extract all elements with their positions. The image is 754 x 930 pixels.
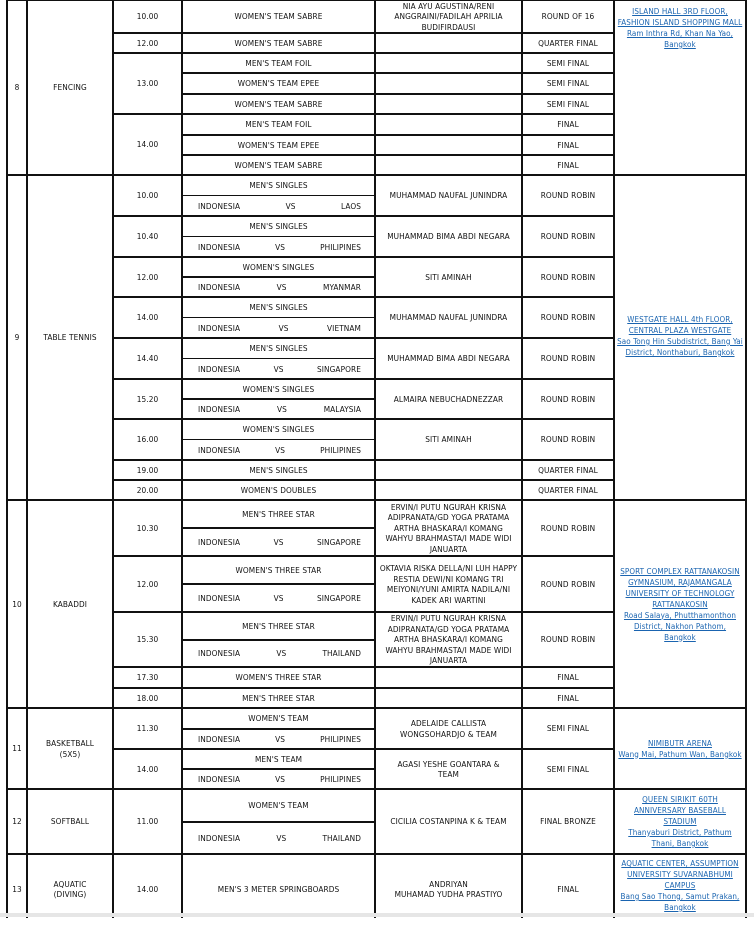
time-cell-text: 16.00 [136, 434, 159, 445]
time-cell-text: 15.20 [136, 393, 159, 404]
sport-number-text: 9 [14, 332, 20, 343]
round-cell [522, 500, 614, 556]
sport-number-text: 12 [12, 816, 22, 827]
match-away: PHILIPINES [320, 444, 361, 455]
event-cell-text: MEN'S THREE STAR [242, 620, 315, 631]
time-cell-text: 14.00 [136, 139, 159, 150]
event-cell [182, 460, 375, 480]
time-cell-text: 12.00 [136, 37, 159, 48]
venue-cell [614, 789, 746, 854]
athletes-cell [375, 708, 522, 749]
time-cell-text: 20.00 [136, 484, 159, 495]
event-cell-text: WOMEN'S SINGLES [242, 383, 315, 394]
athletes-cell [375, 257, 522, 297]
match-away: PHILIPINES [320, 241, 361, 252]
match-row [182, 237, 375, 258]
venue-address-link[interactable]: Sao Tong Hin Subdistrict, Bang Yai District, Nonthaburi, Bangkok [617, 337, 743, 357]
match-vs: VS [276, 832, 287, 843]
match-home: INDONESIA [198, 592, 241, 603]
athletes-cell-text: MUHAMMAD NAUFAL JUNINDRA [389, 312, 508, 323]
time-cell [113, 338, 182, 379]
match-away: PHILIPINES [320, 733, 361, 744]
venue-name-link[interactable]: WESTGATE HALL 4th FLOOR, CENTRAL PLAZA WESTGATE [627, 315, 733, 335]
match-vs: VS [276, 648, 287, 659]
event-cell-text: MEN'S TEAM FOIL [245, 57, 312, 68]
time-cell-text: 15.30 [136, 634, 159, 645]
event-cell [182, 114, 375, 135]
athletes-cell-text: AGASI YESHE GOANTARA & TEAM [397, 758, 500, 779]
sport-number [7, 708, 27, 789]
event-cell [182, 0, 375, 33]
event-cell [182, 667, 375, 688]
grid-line-vertical [112, 0, 114, 918]
event-cell [182, 419, 375, 440]
round-cell-text: ROUND ROBIN [540, 393, 596, 404]
match-away: PHILIPINES [320, 773, 361, 784]
round-cell-text: ROUND ROBIN [540, 190, 596, 201]
round-cell [522, 216, 614, 257]
event-cell [182, 708, 375, 729]
event-cell [182, 749, 375, 769]
time-cell-text: 14.40 [136, 353, 159, 364]
match-home: INDONESIA [198, 200, 241, 211]
athletes-cell-text: SITI AMINAH [425, 434, 472, 445]
event-cell-text: MEN'S SINGLES [249, 302, 308, 312]
time-cell [113, 749, 182, 789]
time-cell-text: 14.00 [136, 312, 159, 323]
time-cell-text: 14.00 [136, 883, 159, 894]
time-cell-text: 10.30 [136, 522, 159, 533]
athletes-cell-text: ERVIN/I PUTU NGURAH KRISNA ADIPRANATA/GD YOGA PRATAMA ARTHA BHASKARA/I KOMANG WAHYU BRAHMASTA/I MADE WIDI JANUARTA [385, 613, 512, 666]
athletes-cell [375, 33, 522, 53]
sport-number-text: 11 [12, 743, 22, 754]
match-vs: VS [273, 592, 284, 603]
athletes-cell [375, 500, 522, 556]
round-cell-text: QUARTER FINAL [538, 37, 598, 48]
sport-name-text: TABLE TENNIS [43, 332, 97, 343]
event-cell-text: MEN'S THREE STAR [242, 508, 315, 519]
venue-name-link[interactable]: SPORT COMPLEX RATTANAKOSIN GYMNASIUM, RAJAMANGALA UNIVERSITY OF TECHNOLOGY RATTANAKOSIN [620, 566, 740, 609]
event-cell-text: WOMEN'S SINGLES [242, 424, 315, 434]
event-cell [182, 480, 375, 500]
match-vs: VS [276, 281, 287, 292]
time-cell [113, 556, 182, 612]
sport-name-text: SOFTBALL [50, 816, 90, 827]
match-row [182, 822, 375, 854]
grid-line-horizontal [182, 52, 615, 54]
match-home: INDONESIA [198, 281, 241, 292]
event-cell [182, 297, 375, 318]
event-cell [182, 556, 375, 584]
time-cell-text: 14.00 [136, 763, 159, 774]
time-cell [113, 688, 182, 708]
event-cell-text: MEN'S 3 METER SPRINGBOARDS [217, 883, 340, 894]
time-cell-text: 11.30 [136, 723, 159, 734]
time-cell-text: 12.00 [136, 578, 159, 589]
time-cell [113, 667, 182, 688]
sport-number-text: 10 [12, 598, 22, 609]
athletes-cell [375, 73, 522, 94]
match-home: INDONESIA [198, 444, 241, 455]
round-cell-text: ROUND ROBIN [540, 353, 596, 364]
round-cell [522, 94, 614, 114]
match-vs: VS [275, 444, 286, 455]
round-cell-text: QUARTER FINAL [538, 484, 598, 495]
athletes-cell [375, 114, 522, 135]
event-cell-text: MEN'S SINGLES [249, 464, 308, 475]
athletes-cell [375, 460, 522, 480]
round-cell [522, 338, 614, 379]
round-cell [522, 708, 614, 749]
athletes-cell [375, 216, 522, 257]
match-home: INDONESIA [198, 403, 241, 414]
event-cell [182, 216, 375, 237]
event-cell-text: MEN'S THREE STAR [242, 692, 315, 703]
event-cell [182, 612, 375, 640]
time-cell [113, 500, 182, 556]
event-cell [182, 135, 375, 155]
athletes-cell [375, 667, 522, 688]
match-away: THAILAND [322, 648, 361, 659]
sport-name [27, 500, 113, 708]
time-cell-text: 10.00 [136, 11, 159, 22]
round-cell-text: FINAL [557, 692, 579, 703]
time-cell [113, 708, 182, 749]
sport-name [27, 708, 113, 789]
time-cell [113, 379, 182, 419]
venue-name-link[interactable]: QUEEN SIRIKIT 60TH ANNIVERSARY BASEBALL STADIUM [634, 795, 726, 826]
round-cell [522, 480, 614, 500]
match-away: SINGAPORE [316, 363, 361, 374]
athletes-cell [375, 338, 522, 379]
grid-line-vertical [26, 0, 28, 918]
sport-name-text: BASKETBALL (5X5) [45, 738, 95, 759]
round-cell-text: ROUND OF 16 [541, 11, 595, 22]
time-cell [113, 0, 182, 33]
round-cell [522, 175, 614, 216]
match-vs: VS [273, 536, 284, 547]
sport-name [27, 175, 113, 500]
athletes-cell [375, 480, 522, 500]
round-cell-text: FINAL [557, 883, 579, 894]
time-cell [113, 33, 182, 53]
match-away: VIETNAM [327, 322, 361, 333]
round-cell [522, 53, 614, 73]
round-cell [522, 73, 614, 94]
round-cell-text: SEMI FINAL [546, 78, 590, 89]
event-cell-text: WOMEN'S TEAM EPEE [237, 139, 320, 150]
sport-number [7, 0, 27, 175]
match-vs: VS [276, 403, 287, 414]
match-home: INDONESIA [198, 536, 241, 547]
round-cell-text: SEMI FINAL [546, 57, 590, 68]
grid-line-horizontal [182, 154, 615, 156]
match-row [182, 769, 375, 789]
sport-name-text: KABADDI [52, 598, 88, 609]
match-home: INDONESIA [198, 832, 241, 843]
match-home: INDONESIA [198, 648, 241, 659]
time-cell [113, 480, 182, 500]
time-cell-text: 12.00 [136, 271, 159, 282]
round-cell-text: ROUND ROBIN [540, 231, 596, 242]
match-row [182, 440, 375, 461]
event-cell-text: MEN'S SINGLES [249, 221, 308, 231]
event-cell [182, 175, 375, 196]
round-cell-text: FINAL BRONZE [540, 816, 596, 827]
event-cell-text: WOMEN'S TEAM [248, 713, 309, 724]
time-cell-text: 17.30 [136, 672, 159, 683]
athletes-cell [375, 688, 522, 708]
round-cell [522, 33, 614, 53]
round-cell [522, 556, 614, 612]
event-cell-text: WOMEN'S THREE STAR [235, 672, 322, 683]
time-cell [113, 297, 182, 338]
round-cell-text: ROUND ROBIN [540, 522, 596, 533]
match-row [182, 318, 375, 339]
round-cell [522, 114, 614, 135]
round-cell-text: QUARTER FINAL [538, 464, 598, 475]
round-cell-text: FINAL [557, 119, 579, 130]
athletes-cell-text: SITI AMINAH [425, 271, 472, 282]
event-cell [182, 688, 375, 708]
grid-line-horizontal [182, 0, 615, 1]
event-cell-text: WOMEN'S TEAM EPEE [237, 78, 320, 89]
round-cell [522, 135, 614, 155]
time-cell-text: 13.00 [136, 78, 159, 89]
athletes-cell-text: NIA AYU AGUSTINA/RENI ANGGRAINI/FADILAH APRILIA BUDIFIRDAUSI [394, 0, 503, 32]
grid-line-vertical [6, 0, 8, 918]
match-home: INDONESIA [198, 322, 241, 333]
event-cell [182, 53, 375, 73]
match-row [182, 528, 375, 556]
round-cell [522, 379, 614, 419]
event-cell [182, 338, 375, 359]
venue-address-link[interactable]: Road Salaya, Phutthamonthon District, Nakhon Pathom, Bangkok [623, 610, 737, 642]
round-cell-text: ROUND ROBIN [540, 434, 596, 445]
athletes-cell-text: ERVIN/I PUTU NGURAH KRISNA ADIPRANATA/GD YOGA PRATAMA ARTHA BHASKARA/I KOMANG WAHYU BRAHMASTA/I MADE WIDI JANUARTA [385, 501, 512, 554]
round-cell-text: ROUND ROBIN [540, 312, 596, 323]
match-home: INDONESIA [198, 733, 241, 744]
time-cell [113, 114, 182, 175]
round-cell-text: SEMI FINAL [546, 98, 590, 109]
athletes-cell-text: ANDRIYAN MUHAMAD YUDHA PRASTIYO [394, 878, 503, 899]
match-vs: VS [278, 322, 289, 333]
event-cell-text: MEN'S SINGLES [249, 343, 308, 353]
round-cell [522, 789, 614, 854]
event-cell-text: WOMEN'S THREE STAR [235, 564, 322, 575]
match-vs: VS [273, 363, 284, 374]
athletes-cell-text: ADELAIDE CALLISTA WONGSOHARDJO & TEAM [400, 718, 497, 739]
grid-line-vertical [521, 0, 523, 918]
event-cell-text: MEN'S TEAM [254, 753, 303, 764]
round-cell [522, 419, 614, 460]
time-cell-text: 18.00 [136, 692, 159, 703]
athletes-cell [375, 749, 522, 789]
match-row [182, 584, 375, 612]
round-cell-text: FINAL [557, 159, 579, 170]
event-cell [182, 789, 375, 822]
match-row [182, 399, 375, 419]
match-home: INDONESIA [198, 241, 241, 252]
round-cell-text: SEMI FINAL [546, 723, 590, 734]
round-cell [522, 667, 614, 688]
athletes-cell-text: ALMAIRA NEBUCHADNEZZAR [393, 393, 504, 404]
athletes-cell [375, 419, 522, 460]
grid-line-vertical [181, 0, 183, 918]
event-cell-text: WOMEN'S TEAM SABRE [234, 37, 323, 48]
event-cell-text: MEN'S TEAM FOIL [245, 119, 312, 130]
round-cell-text: ROUND ROBIN [540, 271, 596, 282]
event-cell [182, 257, 375, 277]
venue-cell [614, 175, 746, 500]
match-away: LAOS [340, 200, 361, 211]
round-cell-text: ROUND ROBIN [540, 578, 596, 589]
grid-line-vertical [613, 0, 615, 918]
time-cell-text: 11.00 [136, 816, 159, 827]
venue-cell [614, 0, 746, 175]
athletes-cell-text: CICILIA COSTANPINA K & TEAM [390, 816, 507, 827]
venue-cell [614, 854, 746, 930]
match-vs: VS [275, 733, 286, 744]
event-cell [182, 94, 375, 114]
match-away: SINGAPORE [316, 536, 361, 547]
match-away: SINGAPORE [316, 592, 361, 603]
round-cell [522, 460, 614, 480]
event-cell-text: WOMEN'S TEAM SABRE [234, 98, 323, 109]
athletes-cell [375, 0, 522, 33]
athletes-cell [375, 53, 522, 73]
athletes-cell [375, 297, 522, 338]
athletes-cell [375, 155, 522, 175]
round-cell [522, 155, 614, 175]
time-cell-text: 10.40 [136, 231, 159, 242]
sport-number-text: 13 [12, 883, 22, 894]
round-cell-text: FINAL [557, 139, 579, 150]
time-cell [113, 789, 182, 854]
round-cell-text: ROUND ROBIN [540, 634, 596, 645]
event-cell-text: WOMEN'S SINGLES [242, 261, 315, 272]
round-cell [522, 612, 614, 667]
match-vs: VS [275, 773, 286, 784]
sport-number-text: 8 [14, 82, 20, 93]
event-cell [182, 155, 375, 175]
time-cell [113, 419, 182, 460]
round-cell [522, 749, 614, 789]
athletes-cell-text: OKTAVIA RISKA DELLA/NI LUH HAPPY RESTIA DEWI/NI KOMANG TRI MEIYONI/YUNI AMIRTA NADILA/NI KADEK ARI WARTINI [379, 563, 518, 605]
sport-number [7, 500, 27, 708]
venue-name-link[interactable]: NIMIBUTR ARENA [648, 738, 712, 748]
time-cell [113, 257, 182, 297]
sport-name [27, 789, 113, 854]
athletes-cell [375, 94, 522, 114]
event-cell-text: WOMEN'S TEAM SABRE [234, 159, 323, 170]
grid-line-horizontal [182, 113, 615, 115]
time-cell [113, 175, 182, 216]
athletes-cell [375, 612, 522, 667]
event-cell [182, 379, 375, 399]
match-away: MALAYSIA [323, 403, 361, 414]
time-cell [113, 612, 182, 667]
event-cell-text: WOMEN'S TEAM [248, 800, 309, 811]
match-vs: VS [275, 241, 286, 252]
match-row [182, 359, 375, 380]
athletes-cell [375, 556, 522, 612]
match-row [182, 640, 375, 667]
time-cell-text: 19.00 [136, 464, 159, 475]
match-away: THAILAND [322, 832, 361, 843]
sport-name [27, 0, 113, 175]
time-cell [113, 460, 182, 480]
event-cell [182, 73, 375, 94]
athletes-cell [375, 379, 522, 419]
venue-address-link[interactable]: Ram Inthra Rd, Khan Na Yao, Bangkok [626, 29, 734, 49]
grid-line-horizontal [182, 93, 615, 95]
grid-line-horizontal [182, 32, 615, 34]
match-away: MYANMAR [323, 281, 361, 292]
venue-cell [614, 500, 746, 708]
grid-line-vertical [745, 0, 747, 918]
grid-line-horizontal [182, 134, 615, 136]
venue-cell [614, 708, 746, 789]
venue-address-link[interactable]: Wang Mai, Pathum Wan, Bangkok [618, 749, 742, 759]
round-cell [522, 688, 614, 708]
athletes-cell [375, 175, 522, 216]
event-cell-text: MEN'S SINGLES [249, 180, 308, 190]
event-cell [182, 500, 375, 528]
venue-address-link[interactable]: Thanyaburi District, Pathum Thani, Bangkok [628, 828, 732, 848]
grid-line-vertical [374, 0, 376, 918]
round-cell-text: SEMI FINAL [546, 763, 590, 774]
venue-name-link[interactable]: AQUATIC CENTER, ASSUMPTION UNIVERSITY SUVARNABHUMI CAMPUS [621, 859, 739, 890]
sport-name-text: FENCING [53, 82, 87, 93]
round-cell [522, 297, 614, 338]
round-cell [522, 257, 614, 297]
event-cell-text: WOMEN'S TEAM SABRE [234, 11, 323, 22]
match-home: INDONESIA [198, 773, 241, 784]
match-row [182, 729, 375, 749]
athletes-cell [375, 135, 522, 155]
time-cell [113, 53, 182, 114]
scroll-edge [0, 913, 754, 917]
grid-line-horizontal [182, 72, 615, 74]
venue-address-link[interactable]: Bang Sao Thong, Samut Prakan, Bangkok [620, 892, 740, 912]
time-cell [113, 216, 182, 257]
round-cell-text: FINAL [557, 672, 579, 683]
athletes-cell-text: MUHAMMAD BIMA ABDI NEGARA [387, 353, 510, 364]
athletes-cell-text: MUHAMMAD NAUFAL JUNINDRA [389, 190, 508, 201]
match-row [182, 196, 375, 217]
match-vs: VS [285, 200, 296, 211]
time-cell-text: 10.00 [136, 190, 159, 201]
round-cell [522, 0, 614, 33]
athletes-cell [375, 789, 522, 854]
sport-number [7, 175, 27, 500]
event-cell-text: WOMEN'S DOUBLES [240, 484, 317, 495]
athletes-cell-text: MUHAMMAD BIMA ABDI NEGARA [387, 231, 510, 242]
match-home: INDONESIA [198, 363, 241, 374]
sport-name-text: AQUATIC (DIVING) [53, 878, 87, 899]
venue-name-link[interactable]: ISLAND HALL 3RD FLOOR, FASHION ISLAND SHOPPING MALL [617, 7, 743, 27]
match-row [182, 277, 375, 297]
sport-number [7, 789, 27, 854]
event-cell [182, 33, 375, 53]
